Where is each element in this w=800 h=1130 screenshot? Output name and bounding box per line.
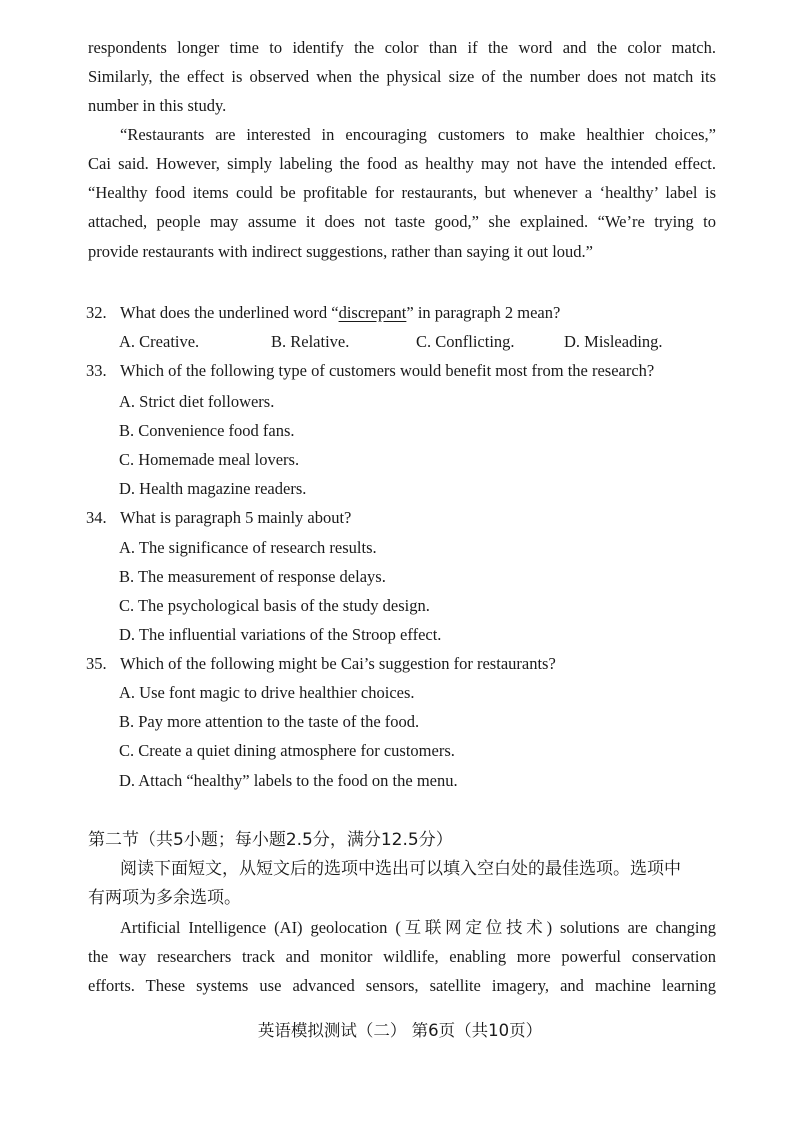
passage-line: Cai said. However, simply labeling the food as healthy may not have the intended effect.: [88, 154, 716, 173]
option-c[interactable]: C. The psychological basis of the study design.: [119, 596, 430, 615]
passage-line: the way researchers track and monitor wildlife, enabling more powerful conservation: [88, 947, 716, 966]
section-instruction: 有两项为多余选项。: [88, 888, 241, 908]
option-b[interactable]: B. Relative.: [271, 332, 350, 351]
passage-line: Artificial Intelligence (AI) geolocation (互联网定位技术) solutions are changing: [120, 918, 716, 937]
passage-line: “Restaurants are interested in encouraging customers to make healthier choices,”: [120, 125, 716, 144]
question-stem: [86, 654, 556, 674]
stem-text: What is paragraph 5 mainly about?: [120, 508, 352, 527]
stem-text: Which of the following might be Cai’s suggestion for restaurants?: [120, 654, 556, 673]
option-a[interactable]: A. Use font magic to drive healthier choices.: [119, 683, 415, 702]
question-stem: [86, 508, 351, 528]
option-c[interactable]: C. Homemade meal lovers.: [119, 450, 300, 469]
question-number: 35.: [86, 654, 107, 673]
question-stem: [86, 361, 654, 381]
option-a[interactable]: A. Strict diet followers.: [119, 392, 275, 411]
question-number: 32.: [86, 303, 107, 322]
option-c[interactable]: C. Create a quiet dining atmosphere for customers.: [119, 741, 455, 760]
option-d[interactable]: D. The influential variations of the Stroop effect.: [119, 625, 442, 644]
passage-line: “Healthy food items could be profitable for restaurants, but whenever a ‘healthy’ label is: [88, 183, 716, 202]
stem-text: ” in paragraph 2 mean?: [406, 303, 561, 322]
stem-text: Which of the following type of customers would benefit most from the research?: [120, 361, 655, 380]
passage-line: number in this study.: [88, 96, 227, 115]
stem-text: What does the underlined word “: [120, 303, 339, 322]
option-a[interactable]: A. Creative.: [119, 332, 200, 351]
option-d[interactable]: D. Misleading.: [564, 332, 663, 351]
option-b[interactable]: B. Pay more attention to the taste of the food.: [119, 712, 420, 731]
page-footer: 英语模拟测试（二） 第6页（共10页）: [257, 1021, 543, 1040]
option-b[interactable]: B. Convenience food fans.: [119, 421, 295, 440]
option-c[interactable]: C. Conflicting.: [416, 332, 515, 351]
option-b[interactable]: B. The measurement of response delays.: [119, 567, 386, 586]
option-a[interactable]: A. The significance of research results.: [119, 538, 377, 557]
option-d[interactable]: D. Attach “healthy” labels to the food on the menu.: [119, 771, 458, 790]
passage-line: respondents longer time to identify the color than if the word and the color match.: [88, 38, 716, 57]
passage-line: provide restaurants with indirect suggestions, rather than saying it out loud.”: [88, 242, 593, 261]
section-heading: 第二节（共5小题；每小题2.5分，满分12.5分）: [88, 830, 453, 850]
question-number: 33.: [86, 361, 107, 380]
question-stem: [86, 303, 560, 323]
section-instruction: 阅读下面短文，从短文后的选项中选出可以填入空白处的最佳选项。选项中: [120, 859, 681, 879]
passage-line: efforts. These systems use advanced sensors, satellite imagery, and machine learning: [88, 976, 716, 995]
question-number: 34.: [86, 508, 107, 527]
passage-line: Similarly, the effect is observed when the physical size of the number does not match its: [88, 67, 716, 86]
passage-line: attached, people may assume it does not taste good,” she explained. “We’re trying to: [88, 212, 716, 231]
option-d[interactable]: D. Health magazine readers.: [119, 479, 307, 498]
underlined-word: discrepant: [338, 303, 407, 322]
